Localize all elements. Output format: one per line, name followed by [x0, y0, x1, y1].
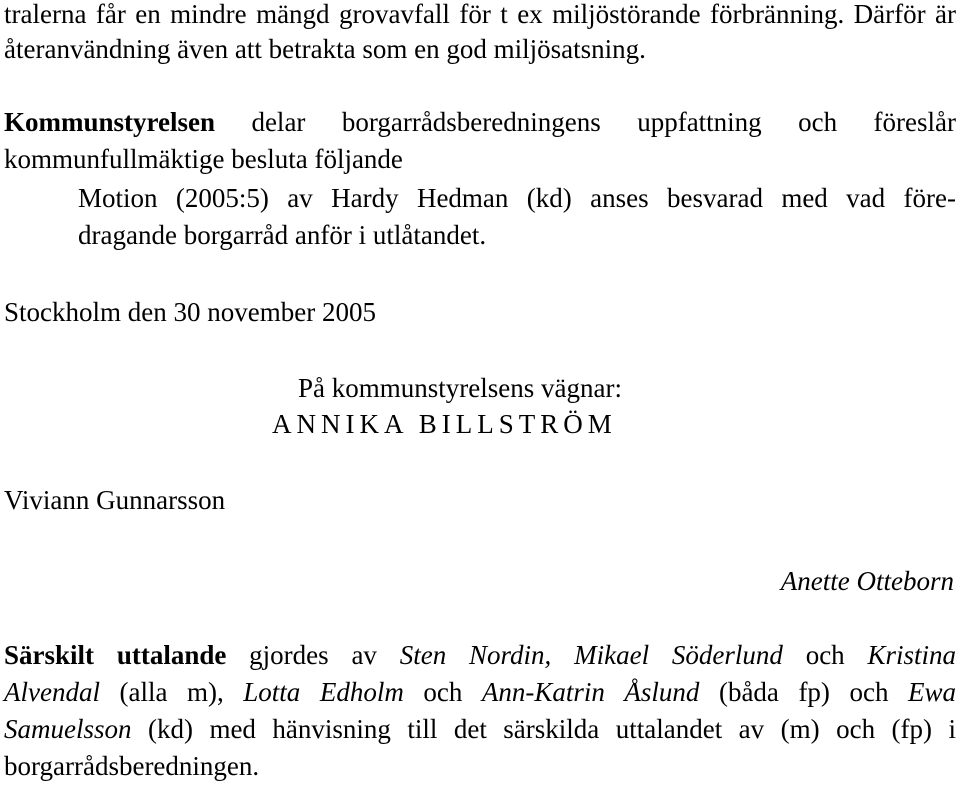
statement-names: Samuelsson	[4, 714, 132, 744]
statement-text: gjordes av	[249, 640, 377, 670]
statement-names: Kristina	[867, 640, 957, 670]
statement-text: och	[423, 677, 463, 707]
statement-text: (kd) med hänvisning till det särskilda uttalandet av (m) och (fp) i	[147, 714, 956, 744]
statement-text: och	[805, 640, 845, 670]
statement-text: (båda fp) och	[718, 677, 889, 707]
statement-names: Lotta Edholm	[243, 677, 404, 707]
on-behalf-text: På kommunstyrelsens vägnar:	[298, 373, 622, 403]
statement-line-1	[4, 637, 956, 674]
place-date: Stockholm den 30 november 2005	[4, 297, 376, 327]
statement-line-3	[4, 711, 956, 748]
proposal-line-1-text: delar borgarrådsberedningens uppfattning och föreslår	[251, 107, 956, 137]
proposal-line-1	[4, 104, 956, 141]
statement-line-2	[4, 674, 956, 711]
statement-names: Ewa	[907, 677, 956, 707]
statement-names: Sten Nordin, Mikael Söderlund	[399, 640, 783, 670]
decision-line-2: dragande borgarråd anför i utlåtandet.	[78, 220, 487, 250]
intro-line-2: återanvändning även att betrakta som en god miljösatsning.	[4, 34, 646, 64]
intro-line-1: tralerna får en mindre mängd grovavfall för t ex miljöstörande förbränning. Därför är	[4, 0, 956, 29]
decision-line-1: Motion (2005:5) av Hardy Hedman (kd) anses besvarad med vad före-	[78, 183, 956, 213]
statement-heading: Särskilt uttalande	[4, 640, 227, 670]
signatory-name: ANNIKA BILLSTRÖM	[272, 409, 617, 439]
statement-text: (alla m),	[119, 677, 224, 707]
left-signature-name: Viviann Gunnarsson	[4, 485, 226, 515]
proposal-subject: Kommunstyrelsen	[4, 107, 216, 137]
statement-names: Ann-Katrin Åslund	[481, 677, 700, 707]
proposal-line-2: kommunfullmäktige besluta följande	[4, 144, 403, 174]
right-signature-name: Anette Otteborn	[780, 566, 954, 596]
statement-names: Alvendal	[4, 677, 100, 707]
statement-line-4: borgarrådsberedningen.	[4, 751, 260, 781]
